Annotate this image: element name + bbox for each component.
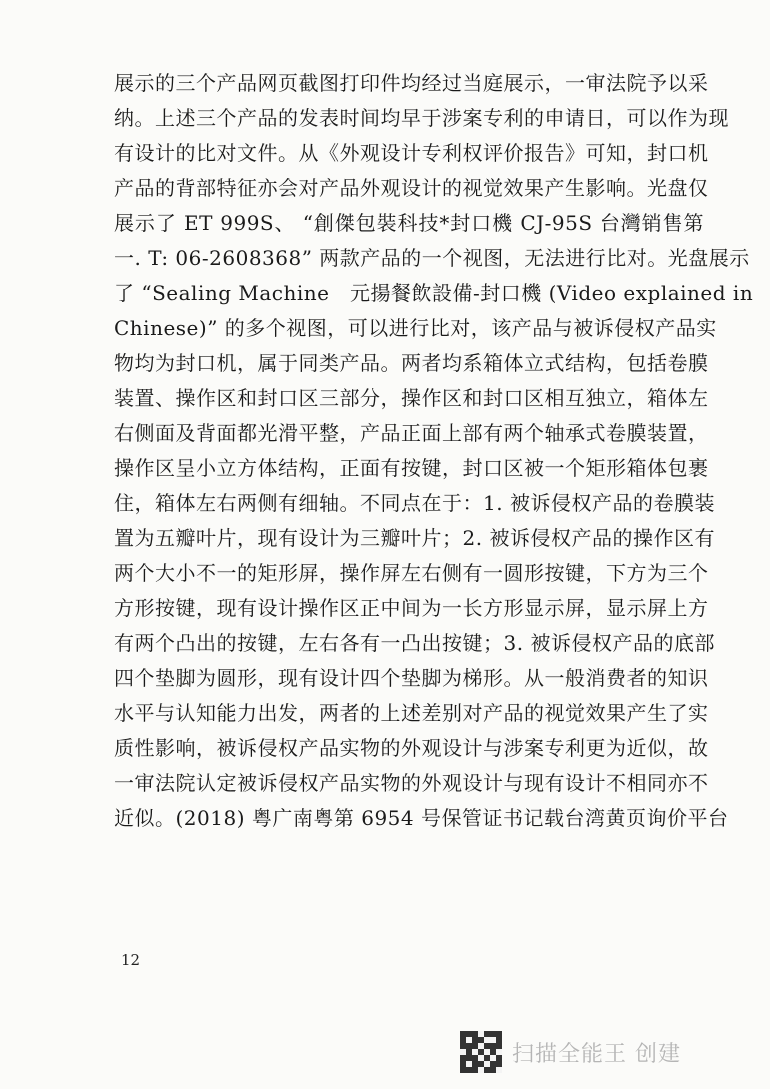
text-line: 两个大小不一的矩形屏，操作屏左右侧有一圆形按键，下方为三个	[114, 561, 709, 585]
text-line: 四个垫脚为圆形，现有设计四个垫脚为梯形。从一般消费者的知识	[114, 666, 709, 690]
text-line: 右侧面及背面都光滑平整，产品正面上部有两个轴承式卷膜装置，	[114, 421, 709, 445]
text-line: 住，箱体左右两侧有细轴。不同点在于：1. 被诉侵权产品的卷膜装	[114, 491, 715, 515]
text-line: 置为五瓣叶片，现有设计为三瓣叶片；2. 被诉侵权产品的操作区有	[114, 526, 715, 550]
text-line: 产品的背部特征亦会对产品外观设计的视觉效果产生影响。光盘仅	[114, 176, 709, 200]
text-line: 装置、操作区和封口区三部分，操作区和封口区相互独立，箱体左	[114, 386, 709, 410]
text-line: 展示了 ET 999S、 “創傑包裝科技*封口機 CJ-95S 台灣销售第	[114, 211, 704, 235]
text-line: 一审法院认定被诉侵权产品实物的外观设计与现有设计不相同亦不	[114, 771, 709, 795]
text-line: 近似。(2018) 粤广南粤第 6954 号保管证书记载台湾黄页询价平台	[114, 806, 729, 830]
text-line: 了 “Sealing Machine 元揚餐飲設備-封口機 (Video explained in	[114, 281, 754, 305]
qr-code-icon	[460, 1031, 502, 1073]
text-line: 物均为封口机，属于同类产品。两者均系箱体立式结构，包括卷膜	[114, 351, 709, 375]
text-line: 纳。上述三个产品的发表时间均早于涉案专利的申请日，可以作为现	[114, 106, 729, 130]
text-line: 操作区呈小立方体结构，正面有按键，封口区被一个矩形箱体包裹	[114, 456, 709, 480]
page-number: 12	[121, 951, 141, 969]
scanner-watermark	[460, 1030, 681, 1074]
body-text	[114, 66, 754, 836]
text-line: 一. T: 06-2608368” 两款产品的一个视图，无法进行比对。光盘展示	[114, 246, 750, 270]
text-line: 方形按键，现有设计操作区正中间为一长方形显示屏，显示屏上方	[114, 596, 709, 620]
text-line: 展示的三个产品网页截图打印件均经过当庭展示，一审法院予以采	[114, 71, 709, 95]
watermark-text: 扫描全能王 创建	[512, 1041, 681, 1067]
text-line: Chinese)” 的多个视图，可以进行比对，该产品与被诉侵权产品实	[114, 316, 717, 340]
text-line: 质性影响，被诉侵权产品实物的外观设计与涉案专利更为近似，故	[114, 736, 709, 760]
text-line: 有两个凸出的按键，左右各有一凸出按键；3. 被诉侵权产品的底部	[114, 631, 715, 655]
text-line: 有设计的比对文件。从《外观设计专利权评价报告》可知，封口机	[114, 141, 709, 165]
text-line: 水平与认知能力出发，两者的上述差别对产品的视觉效果产生了实	[114, 701, 709, 725]
